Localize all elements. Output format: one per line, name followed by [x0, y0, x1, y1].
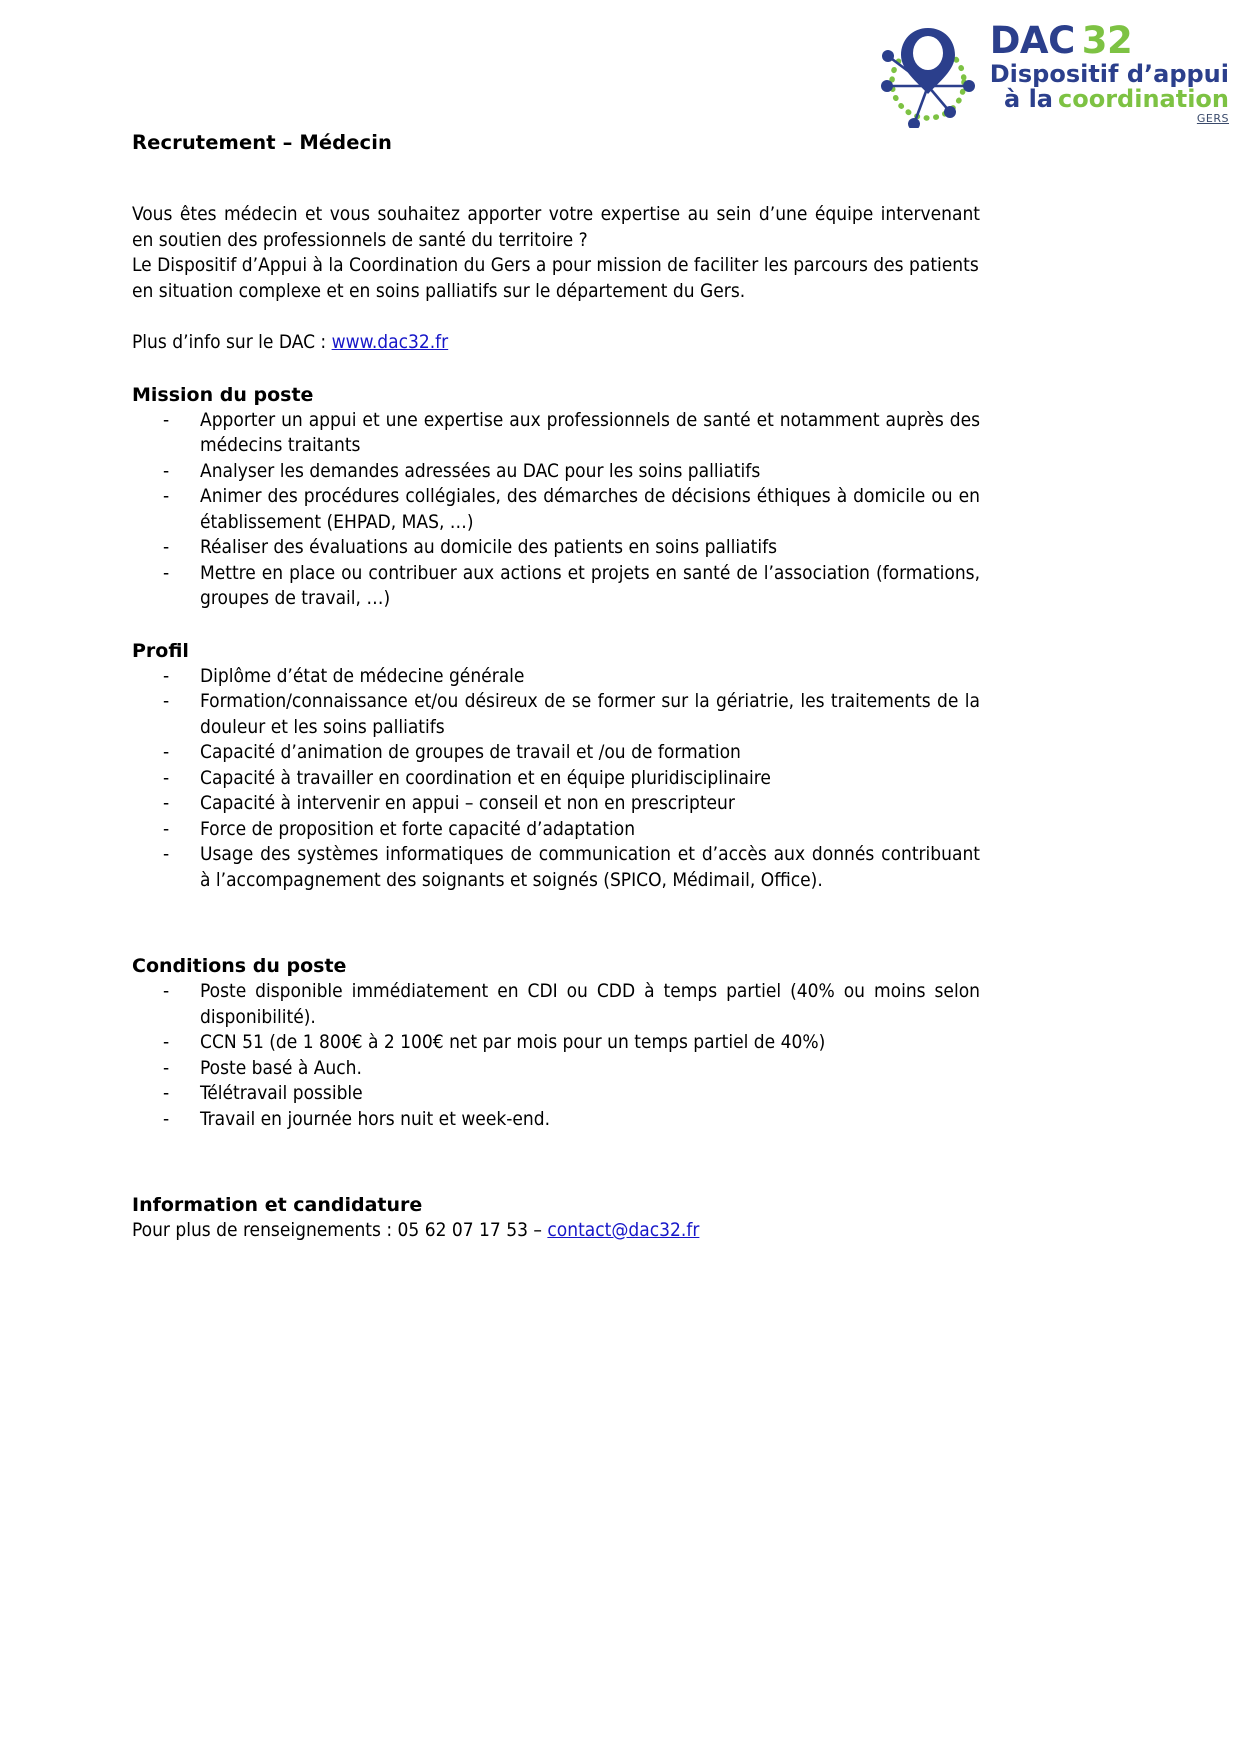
list-item-text: Capacité à intervenir en appui – conseil et non en prescripteur [200, 792, 735, 814]
bullet-marker: - [163, 459, 170, 482]
spacer [132, 893, 980, 953]
list-item [132, 561, 980, 612]
bullet-marker: - [163, 766, 170, 789]
list-item-text: Apporter un appui et une expertise aux professionnels de santé et notamment auprès des médecins traitants [200, 408, 980, 456]
intro-paragraph-1: Vous êtes médecin et vous souhaitez apporter votre expertise au sein d’une équipe intervenant en soutien des professionnels de santé du territoire ? [132, 203, 980, 251]
logo-brand-line [989, 19, 1229, 62]
logo-wordmark [989, 19, 1229, 126]
bullet-marker: - [163, 664, 170, 687]
info-line-prefix: Plus d’info sur le DAC : [132, 331, 332, 353]
bullet-marker: - [163, 408, 170, 431]
list-item [132, 689, 980, 740]
bullet-marker: - [163, 843, 170, 865]
logo-tagline-line1: Dispositif d’appui [989, 60, 1229, 88]
profil-list [132, 664, 980, 894]
list-item [132, 766, 980, 792]
list-item [132, 459, 980, 485]
bullet-marker: - [163, 817, 170, 840]
list-item-text: Réaliser des évaluations au domicile des patients en soins palliatifs [200, 536, 777, 558]
mission-list [132, 408, 980, 612]
bullet-marker: - [163, 561, 170, 584]
bullet-marker: - [163, 1107, 170, 1130]
list-item [132, 1081, 980, 1107]
list-item [132, 740, 980, 766]
list-item-text: Animer des procédures collégiales, des démarches de décisions éthiques à domicile ou en établissement (EHPAD, MAS, …) [200, 485, 980, 533]
section-heading-conditions: Conditions du poste [132, 955, 347, 977]
bullet-marker: - [163, 1031, 170, 1053]
bullet-marker: - [163, 1056, 170, 1079]
intro-paragraph-2: Le Dispositif d’Appui à la Coordination du Gers a pour mission de faciliter les parcours des patients en situation complexe et en soins palliatifs sur le département du Gers. [132, 254, 979, 302]
list-item-text: Capacité d’animation de groupes de travail et /ou de formation [200, 741, 741, 763]
spacer [132, 304, 980, 330]
conditions-list [132, 979, 980, 1132]
list-item-text: Formation/connaissance et/ou désireux de se former sur la gériatrie, les traitements de la douleur et les soins palliatifs [200, 690, 980, 738]
list-item [132, 408, 980, 459]
list-item-text: CCN 51 (de 1 800€ à 2 100€ net par mois pour un temps partiel de 40%) [200, 1031, 826, 1053]
contact-line-prefix: Pour plus de renseignements : 05 62 07 17 53 – [132, 1219, 548, 1241]
list-item-text: Poste disponible immédiatement en CDI ou CDD à temps partiel (40% ou moins selon disponibilité). [200, 980, 980, 1028]
list-item [132, 664, 980, 690]
bullet-marker: - [163, 690, 170, 712]
list-item-text: Capacité à travailler en coordination et en équipe pluridisciplinaire [200, 766, 771, 789]
document-content [132, 131, 980, 1244]
bullet-marker: - [163, 980, 170, 1002]
bullet-marker: - [163, 485, 170, 507]
list-item [132, 1107, 980, 1133]
list-item-text: Mettre en place ou contribuer aux actions et projets en santé de l’association (formations, groupes de travail, …) [200, 561, 980, 609]
contact-email-link[interactable]: contact@dac32.fr [547, 1219, 700, 1241]
logo-department-label: GERS [1196, 112, 1229, 125]
spacer [132, 154, 980, 202]
section-heading-contact: Information et candidature [132, 1194, 423, 1216]
bullet-marker: - [163, 1082, 170, 1104]
dac32-logo [899, 18, 1229, 130]
bullet-marker: - [163, 536, 170, 558]
list-item [132, 979, 980, 1030]
spacer [132, 612, 980, 638]
spacer [132, 356, 980, 382]
list-item-text: Travail en journée hors nuit et week-end. [200, 1107, 551, 1130]
list-item-text: Télétravail possible [200, 1082, 363, 1104]
list-item [132, 791, 980, 817]
list-item [132, 817, 980, 843]
dac-logo-mark-icon [870, 20, 988, 128]
logo-tagline-prefix: à la [1004, 85, 1053, 113]
info-line [132, 330, 980, 356]
list-item [132, 535, 980, 561]
spacer [132, 1132, 980, 1192]
bullet-marker: - [163, 741, 170, 763]
logo-brand-text: DAC [989, 19, 1075, 62]
logo-tagline-line2 [990, 87, 1229, 111]
list-item-text: Diplôme d’état de médecine générale [200, 664, 525, 687]
list-item-text: Force de proposition et forte capacité d’adaptation [200, 817, 636, 840]
bullet-marker: - [163, 792, 170, 814]
page-title: Recrutement – Médecin [132, 131, 392, 154]
list-item-text: Analyser les demandes adressées au DAC pour les soins palliatifs [200, 459, 761, 482]
dac-website-link[interactable]: www.dac32.fr [331, 331, 449, 353]
contact-line [132, 1218, 980, 1244]
logo-number-text: 32 [1081, 19, 1133, 62]
list-item-text: Poste basé à Auch. [200, 1056, 362, 1079]
list-item-text: Usage des systèmes informatiques de communication et d’accès aux donnés contribuant à l’accompagnement des soignants et soignés (SPICO, Médimail, Office). [200, 843, 980, 891]
list-item [132, 1030, 980, 1056]
logo-tagline-accent: coordination [1058, 85, 1229, 113]
section-heading-profil: Profil [132, 639, 189, 662]
list-item [132, 1056, 980, 1082]
list-item [132, 484, 980, 535]
list-item [132, 842, 980, 893]
section-heading-mission: Mission du poste [132, 383, 314, 406]
